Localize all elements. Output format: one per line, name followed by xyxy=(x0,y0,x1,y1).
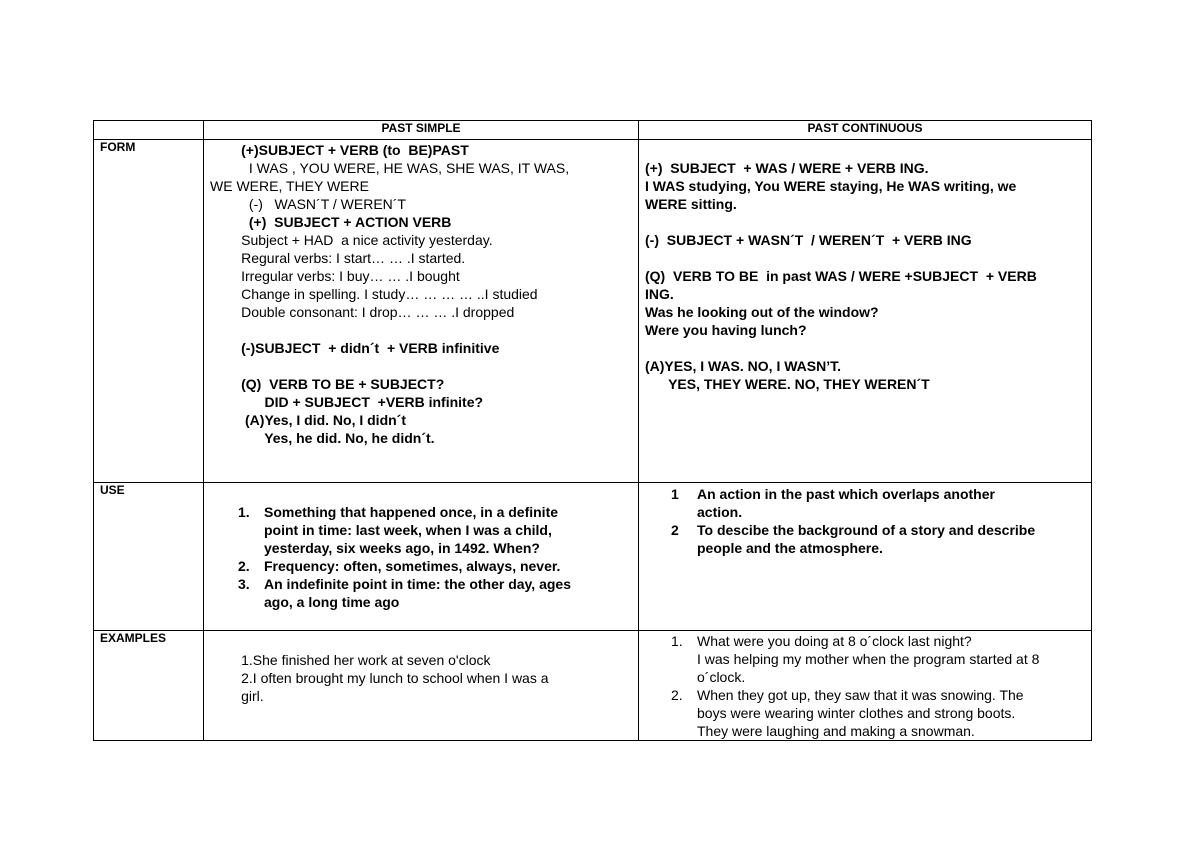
text-line: (-) SUBJECT + WASN´T / WEREN´T + VERB ING xyxy=(645,232,972,248)
text-line: Change in spelling. I study… … … … ..I studied xyxy=(210,286,538,302)
text-line: Were you having lunch? xyxy=(645,322,807,338)
list-item-line: o´clock. xyxy=(697,669,746,685)
text-line xyxy=(645,141,1085,159)
text-line: Regural verbs: I start… … .I started. xyxy=(210,250,466,266)
form-continuous-lines xyxy=(645,141,1085,393)
list-item xyxy=(210,557,632,575)
list-item xyxy=(645,686,1085,740)
list-item xyxy=(645,521,1085,557)
text-line: YES, THEY WERE. NO, THEY WEREN´T xyxy=(645,376,930,392)
list-number: 2 xyxy=(671,522,679,538)
row-label-examples: EXAMPLES xyxy=(94,631,204,741)
examples-row xyxy=(94,631,1092,741)
header-past-simple: PAST SIMPLE xyxy=(204,121,639,140)
text-line xyxy=(645,213,1085,231)
text-line: Irregular verbs: I buy… … .I bought xyxy=(210,268,460,284)
list-item-line: ago, a long time ago xyxy=(264,594,400,610)
text-line: Subject + HAD a nice activity yesterday. xyxy=(210,232,493,248)
list-number: 1. xyxy=(671,633,683,649)
header-empty xyxy=(94,121,204,140)
form-row xyxy=(94,140,1092,483)
text-line xyxy=(645,249,1085,267)
examples-past-simple xyxy=(204,631,639,741)
list-number: 2. xyxy=(671,687,683,703)
examples-continuous-list xyxy=(645,632,1085,740)
text-line: DID + SUBJECT +VERB infinite? xyxy=(210,394,484,410)
text-line xyxy=(210,633,632,651)
text-line: I WAS studying, You WERE staying, He WAS writing, we xyxy=(645,178,1017,194)
list-item xyxy=(210,503,632,557)
text-line: Double consonant: I drop… … … .I dropped xyxy=(210,304,515,320)
list-item-line: action. xyxy=(697,504,743,520)
text-line: (+) SUBJECT + WAS / WERE + VERB ING. xyxy=(645,160,929,176)
list-item-line: To descibe the background of a story and describe xyxy=(697,522,1036,538)
list-item xyxy=(645,632,1085,686)
list-item-line: people and the atmosphere. xyxy=(697,540,883,556)
text-line: Yes, he did. No, he didn´t. xyxy=(210,430,435,446)
text-line xyxy=(210,321,632,339)
text-line xyxy=(210,357,632,375)
text-line xyxy=(645,339,1085,357)
list-item-line: point in time: last week, when I was a child, xyxy=(264,522,552,538)
text-line: Was he looking out of the window? xyxy=(645,304,879,320)
text-line: (+)SUBJECT + VERB (to BE)PAST xyxy=(210,142,469,158)
text-line: (A)Yes, I did. No, I didn´t xyxy=(210,412,406,428)
list-item-line: When they got up, they saw that it was snowing. The xyxy=(697,687,1024,703)
text-line: (-) WASN´T / WEREN´T xyxy=(210,196,406,212)
form-simple-lines xyxy=(210,141,632,447)
use-past-simple xyxy=(204,483,639,631)
text-line: (+) SUBJECT + ACTION VERB xyxy=(210,214,452,230)
list-item-line: Something that happened once, in a definite xyxy=(264,504,559,520)
header-past-continuous: PAST CONTINUOUS xyxy=(639,121,1092,140)
list-item-line: I was helping my mother when the program started at 8 xyxy=(697,651,1040,667)
list-item-line: Frequency: often, sometimes, always, never. xyxy=(264,558,561,574)
use-row xyxy=(94,483,1092,631)
text-line: ING. xyxy=(645,286,674,302)
list-item-line: An action in the past which overlaps another xyxy=(697,486,995,502)
text-line: WERE sitting. xyxy=(645,196,737,212)
text-line: 1.She finished her work at seven o'clock xyxy=(210,652,491,668)
text-line: 2.I often brought my lunch to school when I was a xyxy=(210,670,549,686)
examples-past-continuous xyxy=(639,631,1092,741)
form-past-continuous xyxy=(639,140,1092,483)
list-item-line: They were laughing and making a snowman. xyxy=(697,723,975,739)
examples-simple-lines xyxy=(210,633,632,705)
row-label-use: USE xyxy=(94,483,204,631)
text-line: WE WERE, THEY WERE xyxy=(210,178,369,194)
text-line: (-)SUBJECT + didn´t + VERB infinitive xyxy=(210,340,500,356)
text-line: (Q) VERB TO BE in past WAS / WERE +SUBJECT + VERB xyxy=(645,268,1037,284)
text-line: (Q) VERB TO BE + SUBJECT? xyxy=(210,376,445,392)
list-item xyxy=(645,485,1085,521)
list-item-line: What were you doing at 8 o´clock last night? xyxy=(697,633,972,649)
grammar-table xyxy=(93,120,1092,741)
list-number: 3. xyxy=(238,576,250,592)
list-item-line: yesterday, six weeks ago, in 1492. When? xyxy=(264,540,540,556)
list-number: 2. xyxy=(238,558,250,574)
header-row xyxy=(94,121,1092,140)
row-label-form: FORM xyxy=(94,140,204,483)
text-line: girl. xyxy=(210,688,264,704)
list-item-line: boys were wearing winter clothes and strong boots. xyxy=(697,705,1016,721)
list-number: 1 xyxy=(671,486,679,502)
text-line: (A)YES, I WAS. NO, I WASN’T. xyxy=(645,358,842,374)
list-item-line: An indefinite point in time: the other day, ages xyxy=(264,576,571,592)
use-simple-list xyxy=(210,503,632,611)
list-number: 1. xyxy=(238,504,250,520)
use-continuous-list xyxy=(645,485,1085,557)
list-item xyxy=(210,575,632,611)
text-line: I WAS , YOU WERE, HE WAS, SHE WAS, IT WAS, xyxy=(210,160,570,176)
form-past-simple xyxy=(204,140,639,483)
use-past-continuous xyxy=(639,483,1092,631)
